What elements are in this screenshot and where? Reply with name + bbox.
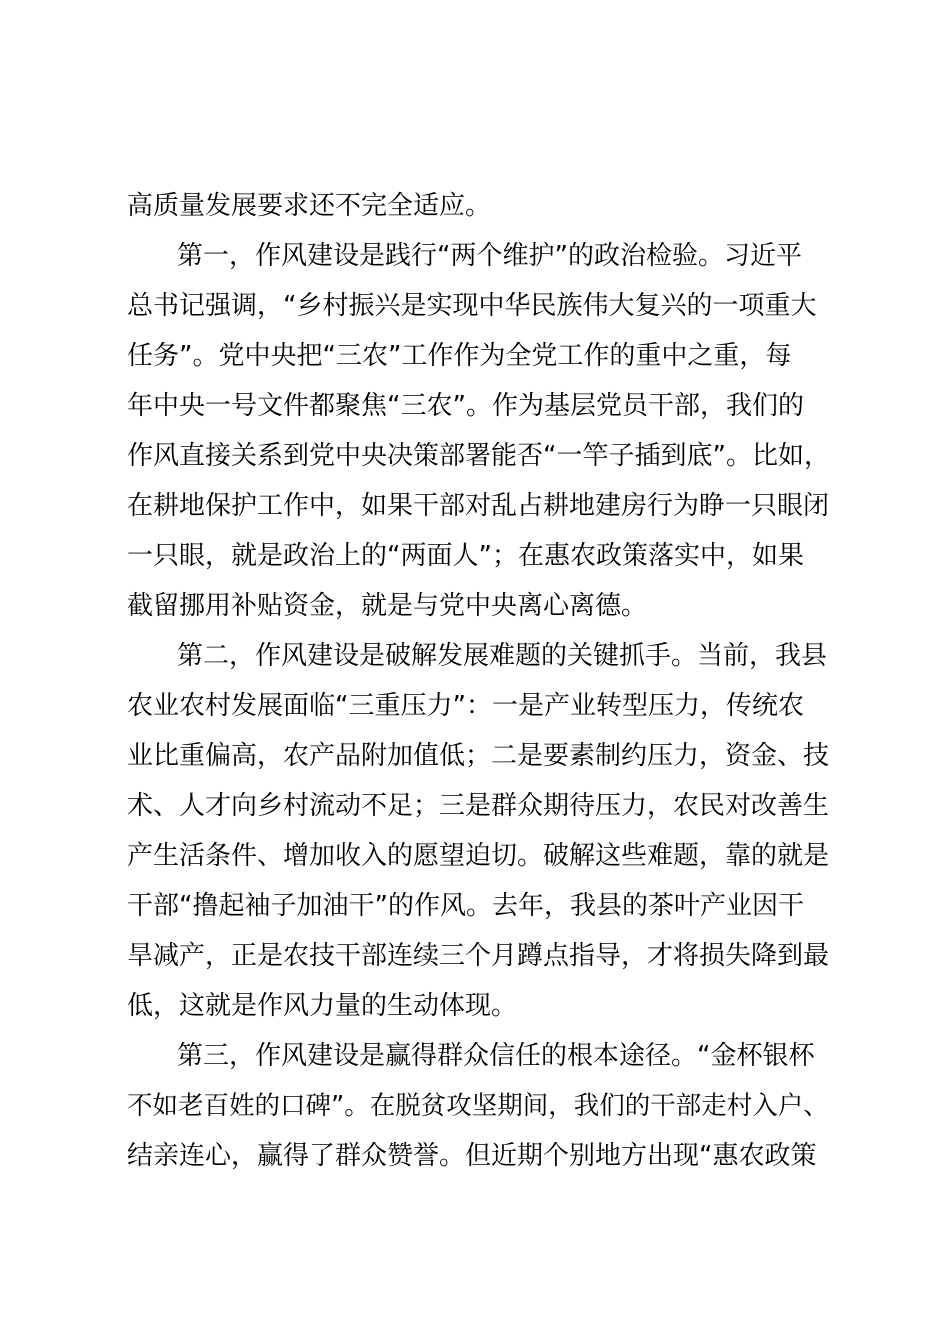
text-line: 总书记强调，“乡村振兴是实现中华民族伟大复兴的一项重大 (127, 291, 817, 321)
text-line: 年中央一号文件都聚焦“三农”。作为基层党员干部，我们的 (127, 391, 804, 421)
paragraph-first-line: 第三，作风建设是赢得群众信任的根本途径。“金杯银杯 (177, 1041, 815, 1071)
text-line: 在耕地保护工作中，如果干部对乱占耕地建房行为睁一只眼闭 (127, 491, 830, 521)
text-line: 产生活条件、增加收入的愿望迫切。破解这些难题，靠的就是 (127, 841, 830, 871)
text-line: 干部“撸起袖子加油干”的作风。去年，我县的茶叶产业因干 (127, 891, 804, 921)
text-line: 术、人才向乡村流动不足；三是群众期待压力，农民对改善生 (127, 791, 830, 821)
text-line: 旱减产，正是农技干部连续三个月蹲点指导，才将损失降到最 (127, 941, 830, 971)
text-line: 作风直接关系到党中央决策部署能否“一竿子插到底”。比如， (127, 441, 830, 471)
text-line: 低，这就是作风力量的生动体现。 (127, 991, 518, 1021)
text-line: 任务”。党中央把“三农”工作作为全党工作的重中之重，每 (127, 341, 792, 371)
text-line: 一只眼，就是政治上的“两面人”；在惠农政策落实中，如果 (127, 541, 804, 571)
paragraph-first-line: 第二，作风建设是破解发展难题的关键抓手。当前，我县 (177, 641, 828, 671)
text-line: 不如老百姓的口碑”。在脱贫攻坚期间，我们的干部走村入户、 (127, 1091, 829, 1121)
text-line: 业比重偏高，农产品附加值低；二是要素制约压力，资金、技 (127, 741, 830, 771)
paragraph-first-line: 第一，作风建设是践行“两个维护”的政治检验。习近平 (177, 241, 802, 271)
text-line: 截留挪用补贴资金，就是与党中央离心离德。 (127, 591, 648, 621)
text-line: 农业农村发展面临“三重压力”：一是产业转型压力，传统农 (127, 691, 804, 721)
text-line: 高质量发展要求还不完全适应。 (127, 191, 492, 221)
text-line: 结亲连心，赢得了群众赞誉。但近期个别地方出现“惠农政策 (127, 1141, 817, 1171)
